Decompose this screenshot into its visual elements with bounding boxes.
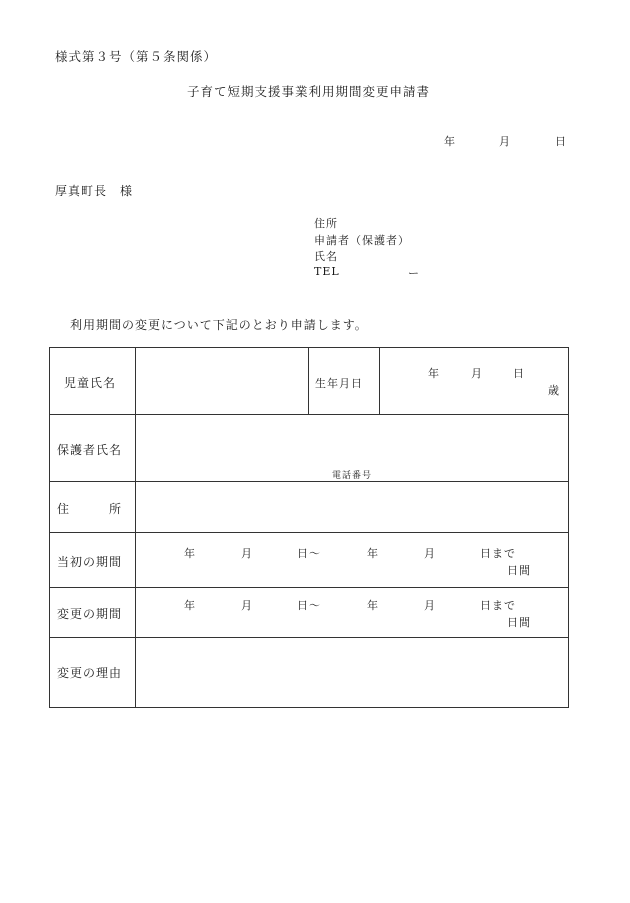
original-to-year: 年 (367, 547, 379, 560)
applicant-address-label: 住所 (314, 217, 338, 230)
birth-year-label: 年 (428, 367, 440, 380)
original-to-month: 月 (424, 547, 436, 560)
changed-to-day: 日まで (480, 599, 516, 612)
original-to-day: 日まで (480, 547, 516, 560)
birth-month-label: 月 (471, 367, 483, 380)
changed-period-label: 変更の期間 (57, 607, 123, 621)
change-reason-label: 変更の理由 (57, 666, 123, 680)
form-title: 子育て短期支援事業利用期間変更申請書 (187, 84, 431, 99)
applicant-tel-dash: ー (408, 267, 420, 280)
phone-number-label: 電話番号 (332, 471, 373, 481)
applicant-tel-label: TEL (314, 265, 340, 278)
birth-day-label: 日 (513, 367, 525, 380)
original-from-day: 日～ (297, 547, 321, 560)
changed-from-month: 月 (241, 599, 253, 612)
original-period-label: 当初の期間 (57, 555, 123, 569)
addressee: 厚真町長 様 (55, 184, 134, 198)
child-name-label: 児童氏名 (64, 376, 117, 390)
original-from-year: 年 (184, 547, 196, 560)
applicant-label: 申請者（保護者） (314, 234, 410, 247)
age-suffix-label: 歳 (548, 384, 560, 397)
guardian-name-label: 保護者氏名 (57, 443, 123, 457)
form-number: 様式第３号（第５条関係） (55, 49, 218, 64)
date-month-label: 月 (499, 135, 511, 148)
changed-from-year: 年 (184, 599, 196, 612)
changed-days: 日間 (507, 616, 531, 629)
changed-to-month: 月 (424, 599, 436, 612)
original-from-month: 月 (241, 547, 253, 560)
applicant-name-label: 氏名 (314, 250, 338, 263)
date-year-label: 年 (444, 135, 456, 148)
address-field[interactable] (137, 483, 567, 531)
changed-from-day: 日～ (297, 599, 321, 612)
date-day-label: 日 (555, 135, 567, 148)
intro-text: 利用期間の変更について下記のとおり申請します。 (70, 318, 368, 332)
application-table (49, 347, 569, 708)
change-reason-field[interactable] (137, 639, 567, 706)
child-name-field[interactable] (137, 349, 307, 413)
changed-to-year: 年 (367, 599, 379, 612)
original-days: 日間 (507, 564, 531, 577)
birthdate-label: 生年月日 (315, 377, 363, 390)
address-label: 住 所 (57, 502, 123, 516)
